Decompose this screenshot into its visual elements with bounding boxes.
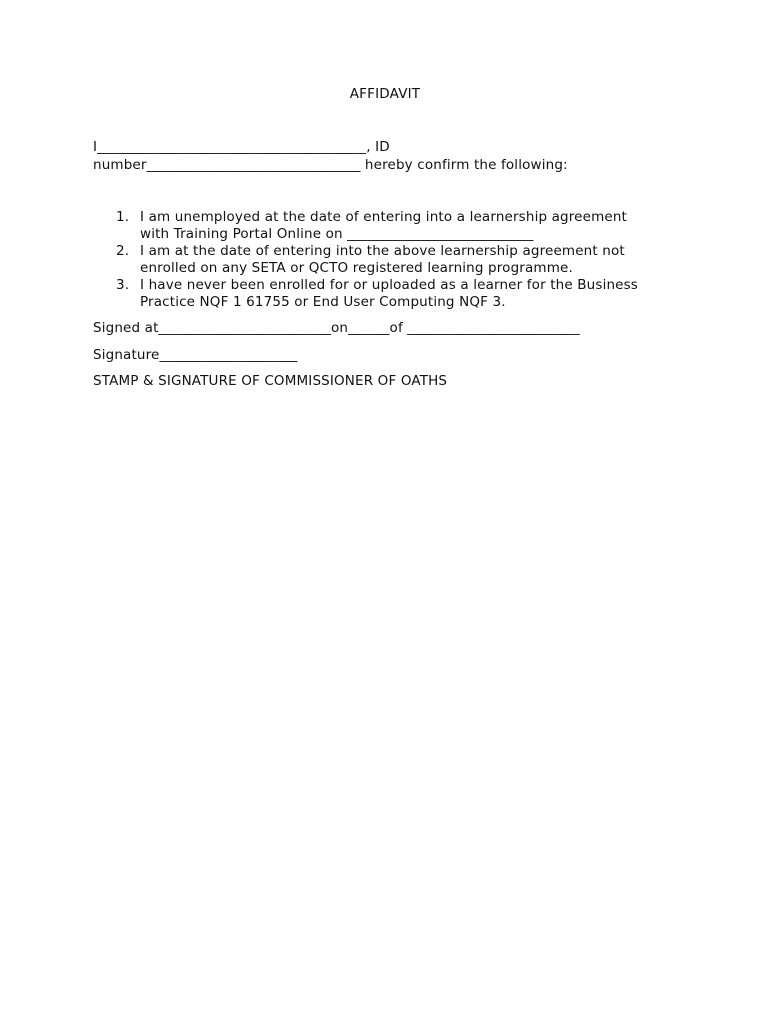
intro-id-line: number_______________________________ hereby confirm the following: (93, 157, 568, 173)
intro-name-line: I_______________________________________, ID (93, 139, 390, 155)
list-item-text: I am unemployed at the date of entering into a learnership agreement with Training Portal Online on ___________________________ (140, 209, 627, 242)
document-title: AFFIDAVIT (349, 86, 421, 102)
list-item-number: 1. (116, 209, 130, 225)
list-item-number: 3. (116, 277, 130, 293)
commissioner-stamp-line: STAMP & SIGNATURE OF COMMISSIONER OF OATHS (93, 373, 448, 389)
list-item-text: I have never been enrolled for or uploaded as a learner for the Business Practice NQF 1 61755 or End User Computing NQF 3. (140, 277, 638, 310)
list-item (93, 277, 673, 311)
list-item (93, 209, 673, 243)
signed-at-line: Signed at_________________________on______of _________________________ (93, 320, 580, 336)
list-item-number: 2. (116, 243, 130, 259)
list-item-text: I am at the date of entering into the above learnership agreement not enrolled on any SETA or QCTO registered learning programme. (140, 243, 625, 276)
confirmation-list (93, 209, 673, 311)
list-item (93, 243, 673, 277)
signature-line: Signature____________________ (93, 347, 298, 363)
